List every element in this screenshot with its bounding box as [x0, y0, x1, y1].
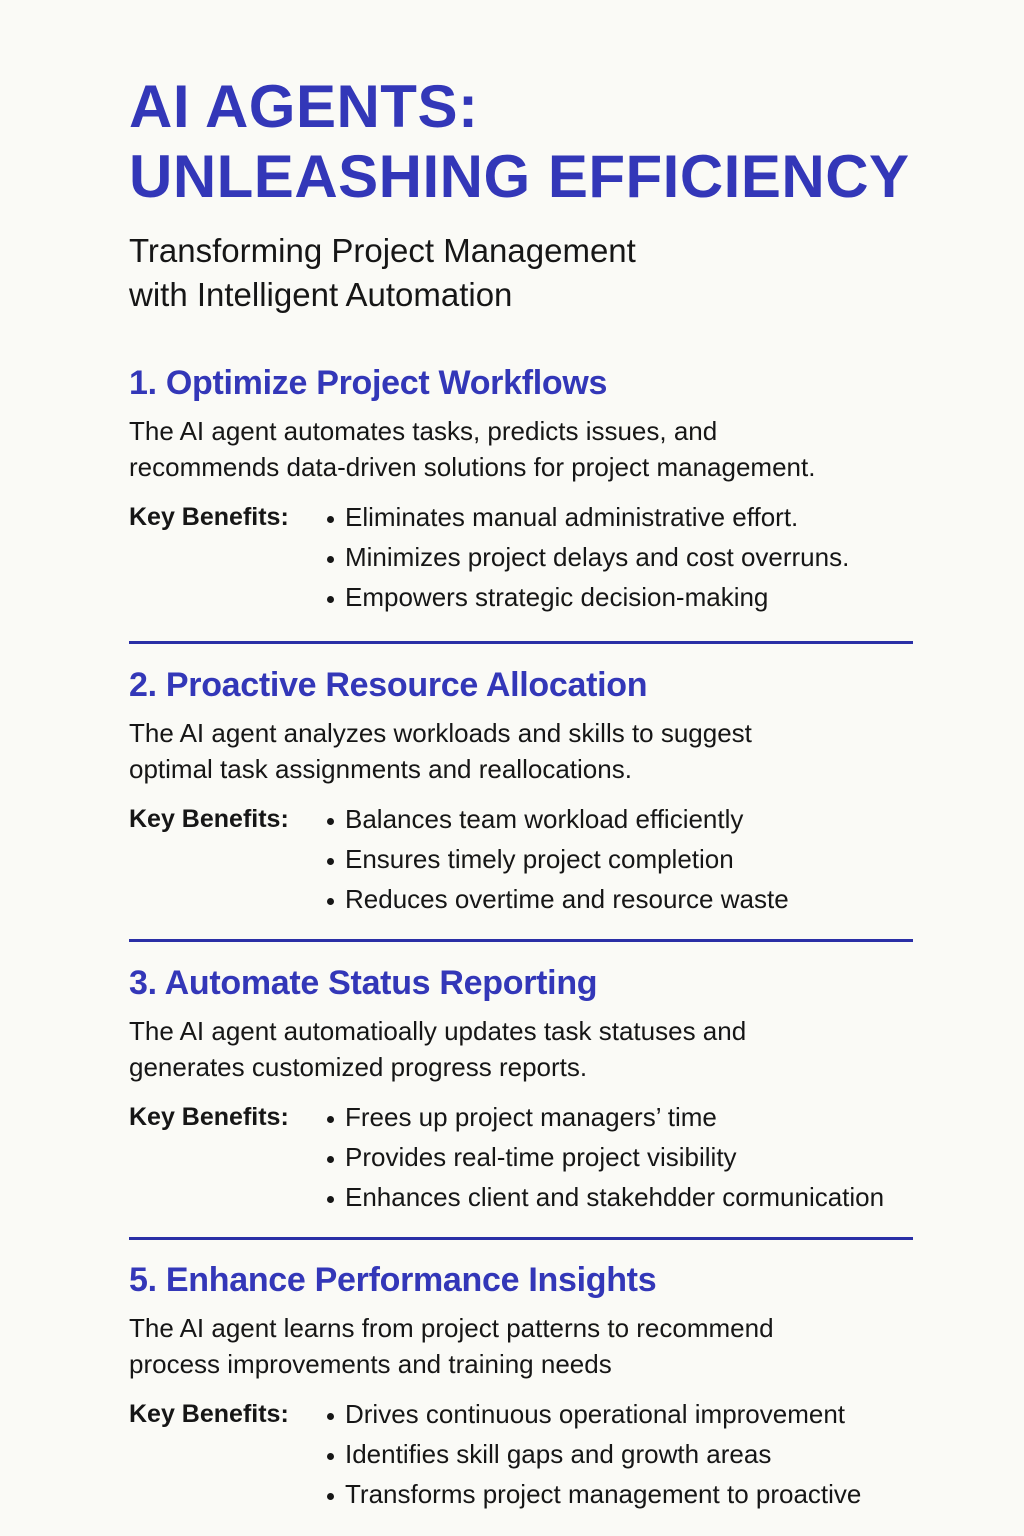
section-status-reporting [129, 963, 929, 1217]
benefits-list [325, 1394, 861, 1514]
subtitle-line: Transforming Project Management [129, 232, 636, 269]
section-divider [129, 939, 913, 942]
key-benefits-label: Key Benefits: [129, 1400, 289, 1428]
benefit-item: Eliminates manual administrative effort. [325, 497, 849, 537]
page-title [129, 72, 949, 212]
benefit-item: Balances team workload efficiently [325, 799, 789, 839]
benefit-item: Reduces overtime and resource waste [325, 879, 789, 919]
key-benefits [129, 1097, 929, 1217]
section-performance-insights [129, 1260, 929, 1514]
key-benefits-label: Key Benefits: [129, 503, 289, 531]
benefit-item: Provides real-time project visibility [325, 1137, 884, 1177]
benefit-item: Empowers strategic decision-making [325, 577, 849, 617]
key-benefits [129, 1394, 929, 1514]
description-line: optimal task assignments and reallocations. [129, 754, 632, 784]
section-description [129, 1310, 929, 1382]
title-line: AI AGENTS: [129, 73, 479, 140]
benefit-item: Enhances client and stakehdder cormunication [325, 1177, 884, 1217]
key-benefits [129, 799, 929, 919]
benefits-list [325, 1097, 884, 1217]
description-line: generates customized progress reports. [129, 1052, 588, 1082]
section-divider [129, 641, 913, 644]
description-line: recommends data-driven solutions for project management. [129, 452, 816, 482]
section-description [129, 1013, 929, 1085]
section-title: 3. Automate Status Reporting [129, 964, 598, 1002]
section-divider [129, 1237, 913, 1240]
section-title: 2. Proactive Resource Allocation [129, 666, 648, 704]
benefit-item: Transforms project management to proactive [325, 1474, 861, 1514]
section-resource-allocation [129, 665, 929, 919]
description-line: The AI agent automates tasks, predicts issues, and [129, 416, 718, 446]
description-line: The AI agent analyzes workloads and skills to suggest [129, 718, 752, 748]
benefit-item: Ensures timely project completion [325, 839, 789, 879]
key-benefits [129, 497, 929, 617]
key-benefits-label: Key Benefits: [129, 805, 289, 833]
section-title: 1. Optimize Project Workflows [129, 364, 608, 402]
description-line: process improvements and training needs [129, 1349, 612, 1379]
section-description [129, 715, 929, 787]
title-line: UNLEASHING EFFICIENCY [129, 143, 910, 210]
section-title: 5. Enhance Performance Insights [129, 1261, 657, 1299]
benefit-item: Minimizes project delays and cost overruns. [325, 537, 849, 577]
benefit-item: Frees up project managers’ time [325, 1097, 884, 1137]
benefits-list [325, 497, 849, 617]
page-subtitle [129, 229, 929, 317]
benefit-item: Drives continuous operational improvement [325, 1394, 861, 1434]
description-line: The AI agent automatioally updates task statuses and [129, 1016, 747, 1046]
subtitle-line: with Intelligent Automation [129, 276, 513, 313]
description-line: The AI agent learns from project patterns to recommend [129, 1313, 774, 1343]
benefit-item: Identifies skill gaps and growth areas [325, 1434, 861, 1474]
section-optimize-workflows [129, 363, 929, 617]
benefits-list [325, 799, 789, 919]
key-benefits-label: Key Benefits: [129, 1103, 289, 1131]
section-description [129, 413, 929, 485]
